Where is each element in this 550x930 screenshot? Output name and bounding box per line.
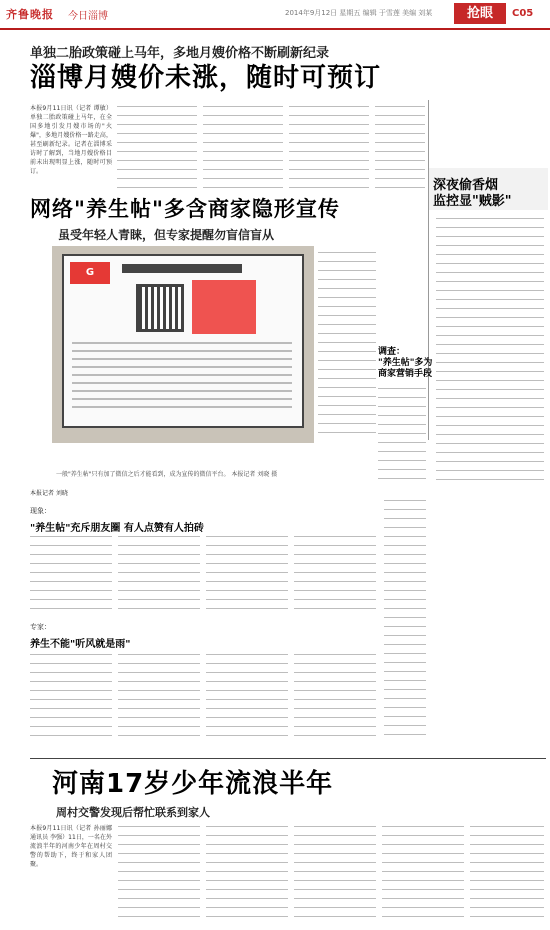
story1-body-col4 (289, 106, 369, 194)
inset-title-line2: "养生帖"多为 (378, 358, 433, 368)
story1-kicker: 单独二胎政策碰上马年，多地月嫂价格不断刷新纪录 (30, 46, 330, 61)
section1-col2 (118, 536, 200, 616)
section2-col3 (206, 654, 288, 744)
section-rule (30, 758, 546, 759)
inset-title-line3: 商家营销手段 (378, 369, 433, 379)
sidebar-body (436, 218, 544, 488)
section1-title: "养生帖"充斥朋友圈 有人点赞有人拍砖 (30, 523, 204, 534)
promo-image (192, 280, 256, 334)
section-badge: 抢眼 (454, 3, 506, 24)
newspaper-brand: 齐鲁晚报 (6, 8, 54, 21)
section1-col3 (206, 536, 288, 616)
story3-col4 (294, 826, 376, 924)
story2-photo (52, 246, 314, 443)
inset-title (378, 347, 432, 380)
story2-side-column (318, 252, 376, 442)
section2-col2 (118, 654, 200, 744)
inset-title-line1: 调查： (378, 347, 406, 357)
screen-banner (122, 264, 242, 273)
story3-col2 (118, 826, 200, 924)
story2-byline: 本报记者 刘晓 (30, 490, 68, 497)
story1-body-col3 (203, 106, 283, 194)
section1-col1 (30, 536, 112, 616)
section1-label: 现象： (30, 507, 51, 515)
inset-body-lower (384, 500, 426, 750)
section2-label: 专家： (30, 623, 51, 631)
screen-text-rows (72, 342, 292, 412)
inset-body (378, 388, 426, 488)
sidebar-title-line1: 深夜偷香烟 (433, 178, 499, 193)
section2-title: 养生不能"听风就是雨" (30, 639, 131, 650)
photo-caption: 一般"养生帖"只有加了微信之后才能看到，成为宣传的微信平台。 本报记者 刘晓 摄 (56, 471, 278, 478)
sidebar-title (433, 178, 512, 210)
page-number: C05 (512, 8, 534, 19)
story1-body-col2 (117, 106, 197, 194)
story3-lead: 本报9月11日讯（记者 孙丽娜 通讯员 李强）11日，一名在外流浪半年的河南少年在周村交警的帮助下，终于和家人团聚。 (30, 825, 112, 868)
app-logo-icon: G (70, 262, 110, 284)
section1-col4 (294, 536, 376, 616)
story3-col3 (206, 826, 288, 924)
section2-col4 (294, 654, 376, 744)
phone-screen-illustration (62, 254, 304, 428)
story3-headline: 河南17岁少年流浪半年 (52, 769, 334, 799)
story3-col6 (470, 826, 544, 924)
masthead (0, 0, 550, 30)
sidebar-title-line2: 监控显"贼影" (433, 194, 512, 209)
story3-subheadline: 周村交警发现后帮忙联系到家人 (56, 806, 210, 819)
story1-lead: 本报9月11日讯（记者 谭敏）单独二胎政策碰上马年，在全国多地引发月嫂市场的"火爆"，多地月嫂价格一路走高，甚至刷新纪录。记者在淄博采访时了解到，当地月嫂价格目前未出现明显上涨，随时可预订。 (30, 105, 112, 175)
section2-col1 (30, 654, 112, 744)
column-divider (428, 100, 429, 440)
story1-body-col5 (375, 106, 425, 194)
edition-name: 今日淄博 (68, 11, 108, 22)
story2-headline: 网络"养生帖"多含商家隐形宣传 (30, 197, 340, 221)
qr-code-icon (136, 284, 184, 332)
story2-lead-rule (30, 242, 422, 246)
story1-headline: 淄博月嫂价未涨，随时可预订 (30, 63, 382, 93)
story3-col5 (382, 826, 464, 924)
story2-subheadline: 虽受年轻人青睐，但专家提醒勿盲信盲从 (58, 228, 275, 242)
dateline: 2014年9月12日 星期五 编辑 于雪莲 美编 刘某 (285, 9, 433, 17)
